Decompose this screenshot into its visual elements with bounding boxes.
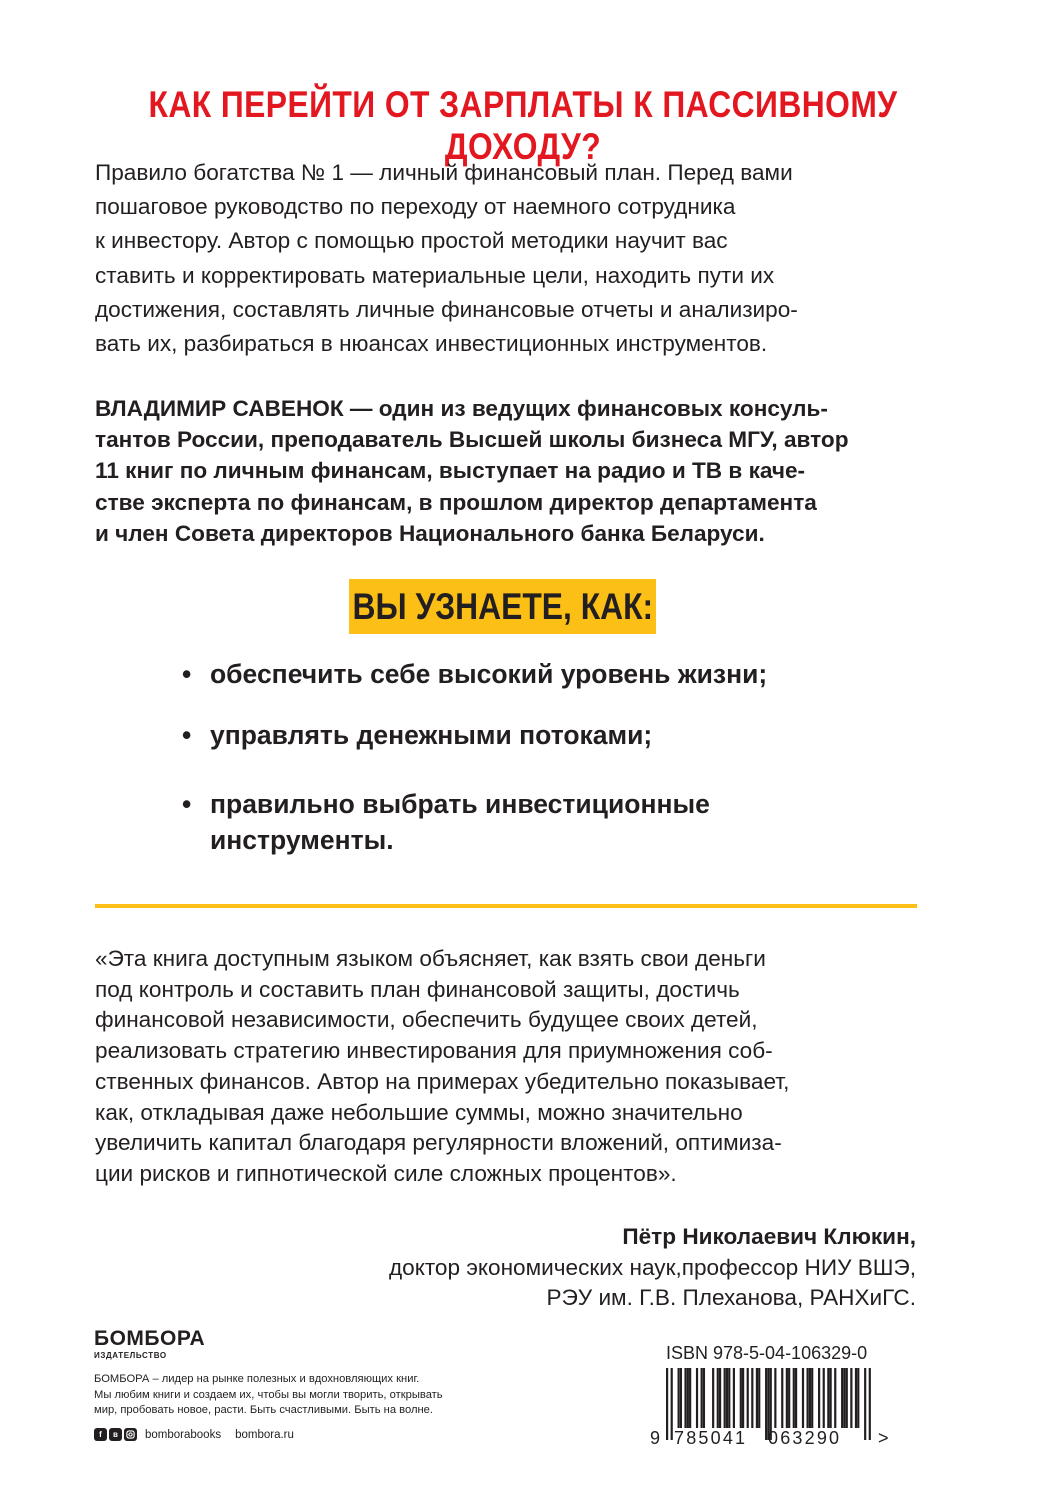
bullet-dot-icon: • [182,720,192,750]
intro-line: пошаговое руководство по переходу от наемного сотрудника [95,194,736,220]
bullet-dot-icon: • [182,659,192,689]
quote-line: реализовать стратегию инвестирования для приумножения соб- [95,1038,773,1064]
bullet-text: управлять денежными потоками; [210,720,653,750]
author-line: и член Совета директоров Национального банка Беларуси. [95,520,765,546]
intro-line: достижения, составлять личные финансовые отчеты и анализиро- [95,296,798,322]
instagram-icon [124,1428,137,1441]
vk-icon: в [109,1428,122,1441]
barcode-group-2: 063290 [768,1428,842,1448]
author-line: 11 книг по личным финансам, выступает на радио и ТВ в каче- [95,458,806,484]
barcode-digits [650,1428,900,1452]
barcode-group-1: 785041 [674,1428,748,1448]
reviewer-name: Пётр Николаевич Клюкин, [622,1224,916,1249]
author-bio [95,393,925,549]
quote-line: ции рисков и гипнотической силе сложных процентов». [95,1160,677,1186]
publisher-logo [94,1327,205,1360]
intro-line: вать их, разбираться в нюансах инвестиционных инструментов. [95,331,768,357]
quote-line: увеличить капитал благодаря регулярности вложений, оптимиза- [95,1130,782,1156]
social-handle: bomborabooks [145,1428,222,1441]
divider [95,904,917,908]
author-line: ВЛАДИМИР САВЕНОК — один из ведущих финансовых консуль- [95,396,828,421]
quote-line: «Эта книга доступным языком объясняет, как взять свои деньги [95,946,766,971]
reviewer-title: РЭУ им. Г.В. Плеханова, РАНХиГС. [546,1285,916,1310]
learn-badge-label: ВЫ УЗНАЕТЕ, КАК: [352,585,653,627]
bullet-text: обеспечить себе высокий уровень жизни; [210,659,768,689]
bullet-text: инструменты. [210,825,394,855]
barcode-quiet-mark: > [878,1428,889,1448]
facebook-icon: f [94,1428,107,1441]
quote-line: ственных финансов. Автор на примерах убедительно показывает, [95,1068,790,1094]
intro-line: ставить и корректировать материальные цели, находить пути их [95,262,775,288]
intro-paragraph [95,156,925,361]
barcode-first-digit: 9 [650,1428,661,1448]
bullet-dot-icon: • [182,789,192,819]
publisher-blurb [94,1372,494,1419]
intro-line: к инвестору. Автор с помощью простой методики научит вас [95,228,728,254]
headline: КАК ПЕРЕЙТИ ОТ ЗАРПЛАТЫ К ПАССИВНОМУ ДОХОДУ? [148,84,898,167]
publisher-brand: БОМБОРА [94,1327,206,1350]
publisher-line: Мы любим книги и создаем их, чтобы вы могли творить, открывать [94,1388,443,1401]
bullet-text: правильно выбрать инвестиционные [210,789,710,819]
quote-line: финансовой независимости, обеспечить будущее своих детей, [95,1007,758,1033]
publisher-sub: ИЗДАТЕЛЬСТВО [94,1351,167,1360]
reviewer-signature [389,1222,916,1314]
quote-line: как, откладывая даже небольшие суммы, можно значительно [95,1099,743,1125]
reviewer-title: доктор экономических наук,профессор НИУ ВШЭ, [388,1254,916,1280]
publisher-website: bombora.ru [235,1428,294,1441]
publisher-line: БОМБОРА – лидер на рынке полезных и вдохновляющих книг. [94,1373,420,1385]
publisher-social [94,1428,294,1441]
intro-line: Правило богатства № 1 — личный финансовый план. Перед вами [95,160,793,185]
author-line: тантов России, преподаватель Высшей школы бизнеса МГУ, автор [95,427,849,453]
publisher-line: мир, пробовать новое, расти. Быть счастливыми. Быть на волне. [94,1404,434,1416]
isbn-label: ISBN 978-5-04-106329-0 [666,1343,868,1363]
quote-line: под контроль и составить план финансовой защиты, достичь [95,976,740,1002]
review-quote [95,944,925,1190]
learn-badge [349,579,656,634]
author-line: стве эксперта по финансам, в прошлом директор департамента [95,489,817,515]
